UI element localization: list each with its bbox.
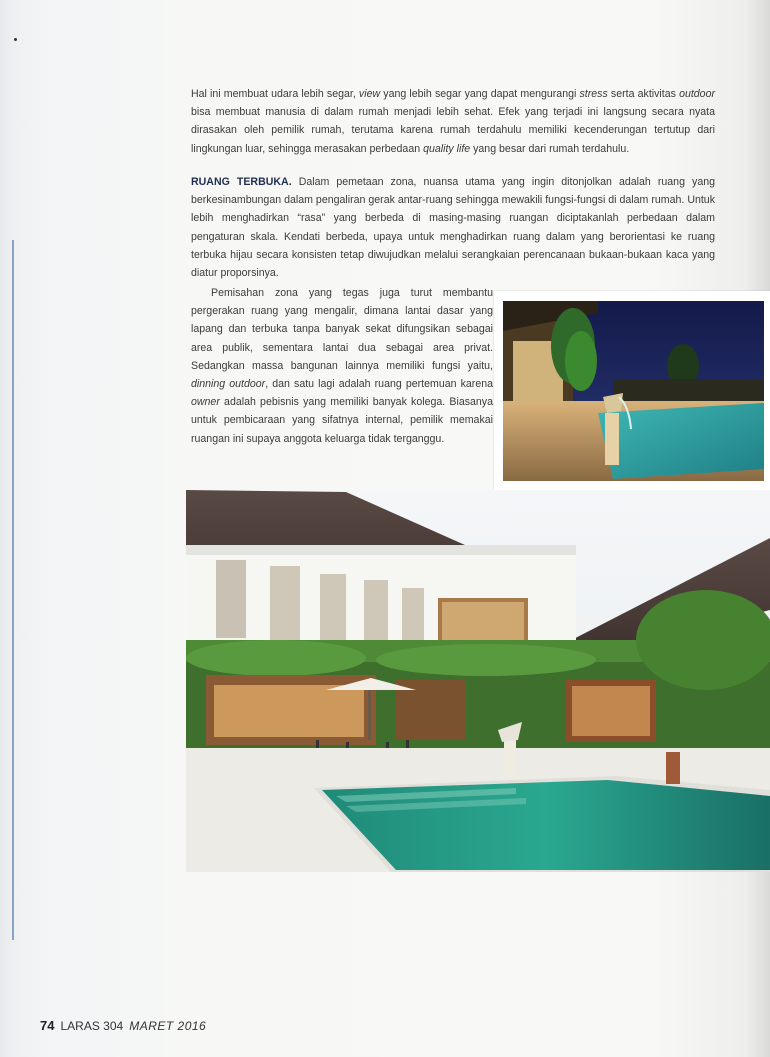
page-folio xyxy=(40,1018,206,1033)
text-run: , dan satu lagi adalah ruang pertemuan karena xyxy=(265,378,493,391)
italic-term: outdoor xyxy=(679,88,715,100)
italic-term: stress xyxy=(579,88,608,100)
italic-term: quality life xyxy=(423,142,471,155)
italic-term: owner xyxy=(191,396,220,409)
italic-term: dinning outdoor xyxy=(191,378,266,391)
text-run: yang lebih segar yang dapat mengurangi xyxy=(380,88,580,100)
page-number: 74 xyxy=(40,1018,55,1033)
section-heading: RUANG TERBUKA. xyxy=(191,176,292,188)
text-run: Hal ini membuat udara lebih segar, xyxy=(191,88,359,100)
text-run: adalah pebisnis yang memiliki banyak kolega. Biasanya untuk pembicaraan yang sifatnya internal, pemilik memakai ruangan ini supaya anggota keluarga tidak terganggu. xyxy=(191,396,493,445)
text-run: Pemisahan zona yang tegas juga turut membantu pergerakan ruang yang mengalir, dimana lantai dasar yang lapang dan terbuka tanpa banyak sekat difungsikan sebagai area publik, sementara lantai dua sebagai area privat. Sedangkan massa bangunan lainnya memiliki fungsi yaitu, xyxy=(191,287,493,372)
paragraph-zona xyxy=(191,284,493,448)
night-pool-image xyxy=(503,301,764,481)
villa-pool-photo xyxy=(186,490,770,872)
italic-term: view xyxy=(358,88,381,100)
night-pool-photo xyxy=(494,291,770,490)
section-body: Dalam pemetaan zona, nuansa utama yang ingin ditonjolkan adalah ruang yang berkesinambungan dalam pengaliran gerak antar-ruang sehingga mewakili fungsi-fungsi di dalam rumah. Untuk lebih menghadirkan “rasa” yang berbeda di masing-masing ruangan diciptakanlah perbedaan dalam pengaturan skala. Kendati berbeda, upaya untuk menghadirkan ruang dalam yang berorientasi ke ruang terbuka hijau secara konsisten tetap diwujudkan melalui serangkaian perencanaan bukaan-bukaan kaca yang diatur proporsinya. xyxy=(191,176,715,280)
page-mark xyxy=(14,38,17,41)
text-run: yang besar dari rumah terdahulu. xyxy=(470,142,630,155)
paragraph-ruang-terbuka xyxy=(191,173,715,282)
issue-date: MARET 2016 xyxy=(129,1019,207,1033)
text-run: bisa membuat manusia di dalam rumah menjadi lebih sehat. Efek yang terjadi ini langsung secara nyata dirasakan oleh pemilik rumah, terutama karena rumah terdahulu memiliki kecenderungan tertutup dari lingkungan luar, sehingga merasakan perbedaan xyxy=(191,106,715,155)
magazine-name: LARAS xyxy=(60,1019,100,1033)
issue-number: 304 xyxy=(103,1019,124,1033)
binding-edge xyxy=(12,240,14,940)
text-run: serta aktivitas xyxy=(607,88,680,100)
paragraph-intro xyxy=(191,85,715,158)
facing-page-margin xyxy=(0,0,166,1057)
